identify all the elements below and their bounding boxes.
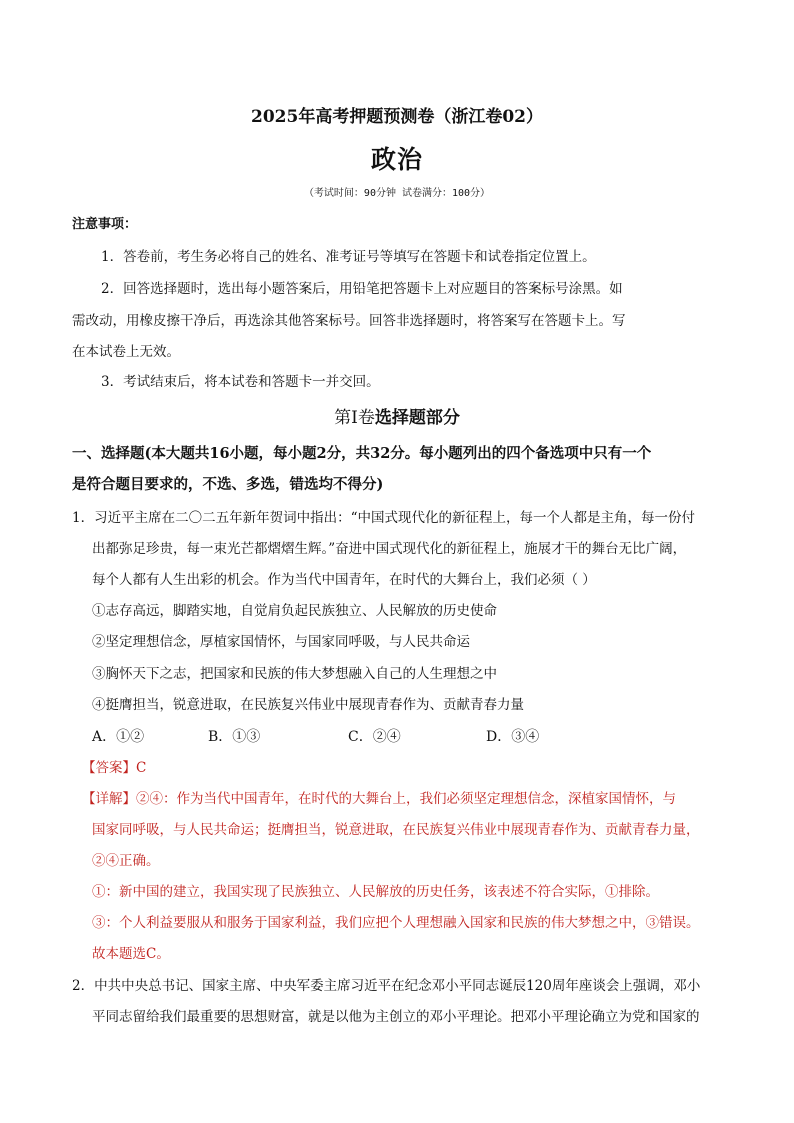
q1-stem-line: 每个人都有人生出彩的机会。作为当代中国青年，在时代的大舞台上，我们必须（ ） [92,572,596,588]
answer-label: 【答案】 [82,760,136,776]
q1-item: ①志存高远，脚踏实地，自觉肩负起民族独立、人民解放的历史使命 [92,603,497,619]
exam-info: （考试时间：90分钟 试卷满分：100分） [303,188,491,199]
q1-option-c: C．②④ [348,729,401,745]
q1-item: ②坚定理想信念，厚植家国情怀，与国家同呼吸，与人民共命运 [92,634,470,650]
q1-analysis-line: ②④正确。 [92,853,160,869]
section-prefix: 第Ⅰ卷 [334,408,375,428]
q1-analysis-line: 国家同呼吸，与人民共命运；挺膺担当，锐意进取，在民族复兴伟业中展现青春作为、贡献青春力量， [92,822,700,838]
q1-item: ③胸怀天下之志，把国家和民族的伟大梦想融入自己的人生理想之中 [92,666,497,682]
section-title [0,405,794,431]
q1-analysis-line: ③：个人利益要服从和服务于国家利益，我们应把个人理想融入国家和民族的伟大梦想之中，③错误。 [92,915,700,931]
q1-option-a: A．①② [92,729,145,745]
q1-analysis-line: 故本题选C。 [92,946,170,962]
section-name: 选择题部分 [374,408,460,428]
notice-line: 2．回答选择题时，选出每小题答案后，用铅笔把答题卡上对应题目的答案标号涂黑。如 [101,281,623,297]
exam-title: 2025年高考押题预测卷（浙江卷02） [251,107,543,127]
q2-stem-line: 2．中共中央总书记、国家主席、中央军委主席习近平在纪念邓小平同志诞辰120周年座谈会上强调，邓小 [72,978,701,994]
q1-stem-line: 出都弥足珍贵，每一束光芒都熠熠生辉。”奋进中国式现代化的新征程上，施展才干的舞台无比广阔， [92,541,687,557]
analysis-text: ②④：作为当代中国青年，在时代的大舞台上，我们必须坚定理想信念，深植家国情怀，与 [136,791,676,807]
q1-answer [82,758,146,778]
q1-option-b: B．①③ [208,729,261,745]
part-heading-line: 一、选择题(本大题共16小题，每小题2分，共32分。每小题列出的四个备选项中只有一个 [72,445,652,462]
q1-analysis-line [82,789,676,809]
q2-stem-line: 平同志留给我们最重要的思想财富，就是以他为主创立的邓小平理论。把邓小平理论确立为党和国家的 [92,1009,700,1025]
q1-stem-line: 1．习近平主席在二〇二五年新年贺词中指出：“中国式现代化的新征程上，每一个人都是主角，每一份付 [72,510,695,526]
notice-title: 注意事项： [72,217,138,232]
part-heading-line: 是符合题目要求的，不选、多选，错选均不得分) [72,476,384,493]
q1-item: ④挺膺担当，锐意进取，在民族复兴伟业中展现青春作为、贡献青春力量 [92,697,524,713]
answer-value: C [136,760,147,776]
notice-line: 1．答卷前，考生务必将自己的姓名、准考证号等填写在答题卡和试卷指定位置上。 [101,249,596,265]
notice-line: 在本试卷上无效。 [72,344,180,360]
q1-option-d: D．③④ [486,729,540,745]
exam-subject: 政治 [370,145,423,174]
notice-line: 需改动，用橡皮擦干净后，再选涂其他答案标号。回答非选择题时，将答案写在答题卡上。写 [72,313,626,329]
notice-line: 3．考试结束后，将本试卷和答题卡一并交回。 [101,374,380,390]
q1-analysis-line: ①：新中国的建立，我国实现了民族独立、人民解放的历史任务，该表述不符合实际，①排除。 [92,884,659,900]
analysis-label: 【详解】 [82,791,136,807]
